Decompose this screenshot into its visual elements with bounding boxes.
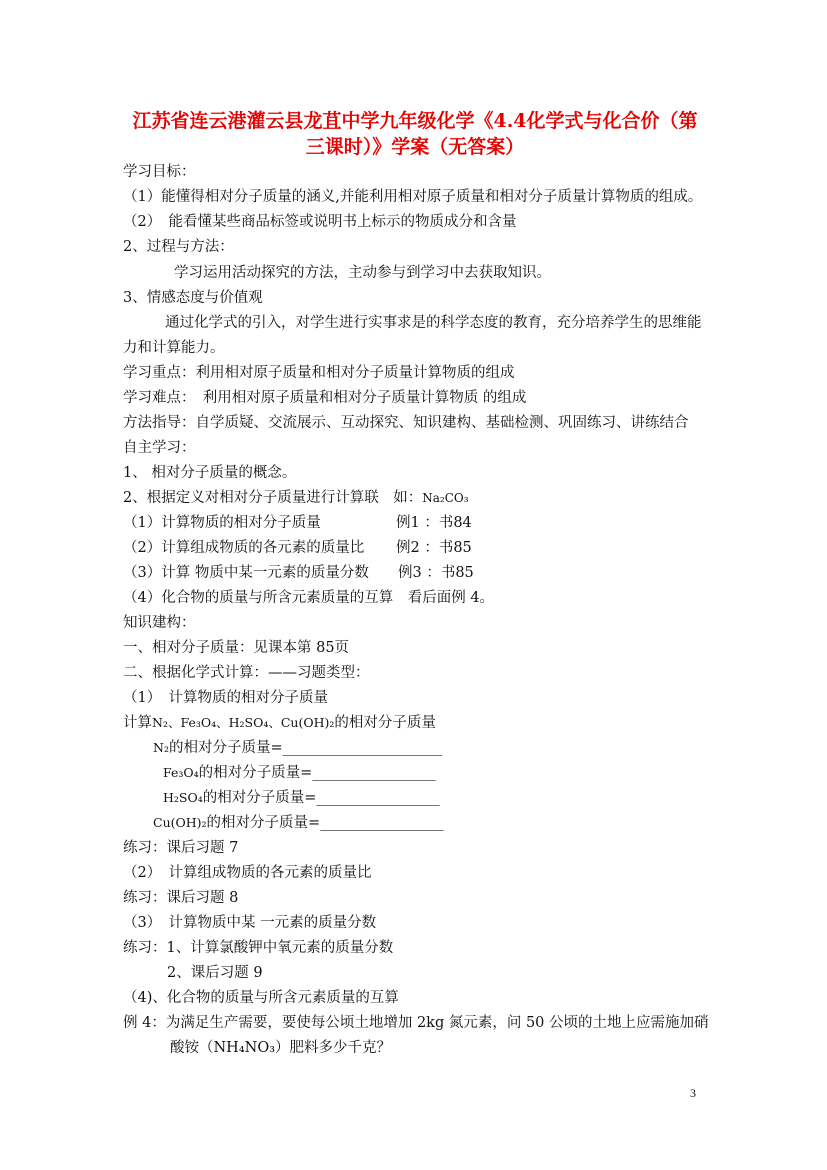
self-study-heading: 自主学习： [123, 440, 196, 456]
fill-label-fe3o4: 的相对分子质量= [198, 765, 313, 781]
blank-n2[interactable]: ______________________ [282, 740, 443, 756]
attitude-heading: 3、情感态度与价值观 [123, 290, 263, 306]
blank-h2so4[interactable]: _________________ [316, 790, 440, 806]
fill-label-h2so4: 的相对分子质量= [202, 790, 317, 806]
method-guide: 方法指导：自学质疑、交流展示、互动探究、知识建构、基础检测、巩固练习、讲练结合 [123, 415, 689, 431]
practice-1: 练习：课后习题 7 [123, 840, 239, 856]
calc-instruction [123, 713, 436, 733]
fill-label-cuoh2: 的相对分子质量= [206, 815, 321, 831]
exercise-type-4: （4)、化合物的质量与所含元素质量的互算 [123, 990, 399, 1006]
exercise-type-2: （2） 计算组成物质的各元素的质量比 [123, 865, 372, 881]
example-4-line-1: 例 4：为满足生产需要，要使每公顷土地增加 2kg 氮元素，问 50 公顷的土地上应需施加硝 [123, 1015, 709, 1031]
formula-h2so4: H₂SO₄ [163, 790, 203, 805]
self-study-sub-3: （3）计算 物质中某一元素的质量分数 [123, 565, 369, 581]
objective-1: （1）能懂得相对分子质量的涵义,并能利用相对原子质量和相对分子质量计算物质的组成。 [123, 189, 703, 205]
practice-3b: 2、课后习题 9 [167, 965, 263, 981]
fill-line-cuoh2 [153, 813, 443, 833]
calc-suffix: 的相对分子质量 [334, 715, 436, 731]
exercise-type-1: （1） 计算物质的相对分子质量 [123, 690, 328, 706]
self-study-sub-1: （1）计算物质的相对分子质量 [123, 515, 321, 531]
blank-cuoh2[interactable]: _________________ [320, 815, 444, 831]
title-line-1: 江苏省连云港灌云县龙苴中学九年级化学《4.4化学式与化合价（第 [132, 110, 698, 132]
example-4-line-2: 酸铵（NH₄NO₃）肥料多少千克？ [170, 1040, 392, 1056]
formula-cuoh2: Cu(OH)₂ [153, 815, 207, 830]
calc-formulas: N₂、Fe₃O₄、H₂SO₄、Cu(OH)₂ [152, 715, 335, 730]
sodium-carbonate-formula: Na₂CO₃ [422, 491, 469, 505]
process-heading: 2、过程与方法： [123, 239, 234, 255]
page-number: 3 [690, 1086, 696, 1100]
self-study-sub-2-ref: 例2 ：书85 [396, 540, 472, 556]
document-title [120, 108, 710, 160]
attitude-text-2: 力和计算能力。 [123, 340, 225, 356]
fill-label-n2: 的相对分子质量= [168, 740, 283, 756]
fill-line-fe3o4 [163, 763, 436, 783]
knowledge-item-2: 二、根据化学式计算：——习题类型： [123, 665, 370, 681]
self-study-sub-3-ref: 例3 ：书85 [398, 565, 474, 581]
difficulty: 学习难点： 利用相对原子质量和相对分子质量计算物质 的组成 [123, 390, 527, 406]
practice-3: 练习：1、计算氯酸钾中氧元素的质量分数 [123, 940, 394, 956]
fill-line-n2 [153, 738, 442, 758]
practice-2: 练习：课后习题 8 [123, 890, 239, 906]
knowledge-item-1: 一、相对分子质量：见课本第 85页 [123, 640, 350, 656]
formula-n2: N₂ [153, 740, 169, 755]
title-line-2: 三课时）》学案（无答案） [305, 136, 525, 158]
formula-fe3o4: Fe₃O₄ [163, 765, 199, 780]
objectives-heading: 学习目标： [123, 164, 196, 180]
blank-fe3o4[interactable]: _________________ [312, 765, 436, 781]
self-study-item-1: 1、 相对分子质量的概念。 [123, 465, 297, 481]
fill-line-h2so4 [163, 788, 440, 808]
self-study-item-2 [123, 488, 469, 508]
self-study-sub-4: （4）化合物的质量与所含元素质量的互算 看后面例 4。 [123, 590, 495, 606]
process-text: 学习运用活动探究的方法，主动参与到学习中去获取知识。 [174, 265, 551, 281]
calc-prefix: 计算 [123, 715, 152, 731]
self-study-item-2-text: 2、根据定义对相对分子质量进行计算联 如： [123, 490, 423, 506]
self-study-sub-1-ref: 例1 ：书84 [396, 515, 472, 531]
self-study-sub-2: （2）计算组成物质的各元素的质量比 [123, 540, 365, 556]
exercise-type-3: （3） 计算物质中某 一元素的质量分数 [123, 915, 377, 931]
attitude-text-1: 通过化学式的引入，对学生进行实事求是的科学态度的教育，充分培养学生的思维能 [165, 315, 702, 331]
key-point: 学习重点：利用相对原子质量和相对分子质量计算物质的组成 [123, 365, 515, 381]
objective-2: （2） 能看懂某些商品标签或说明书上标示的物质成分和含量 [123, 214, 517, 230]
knowledge-heading: 知识建构： [123, 615, 196, 631]
